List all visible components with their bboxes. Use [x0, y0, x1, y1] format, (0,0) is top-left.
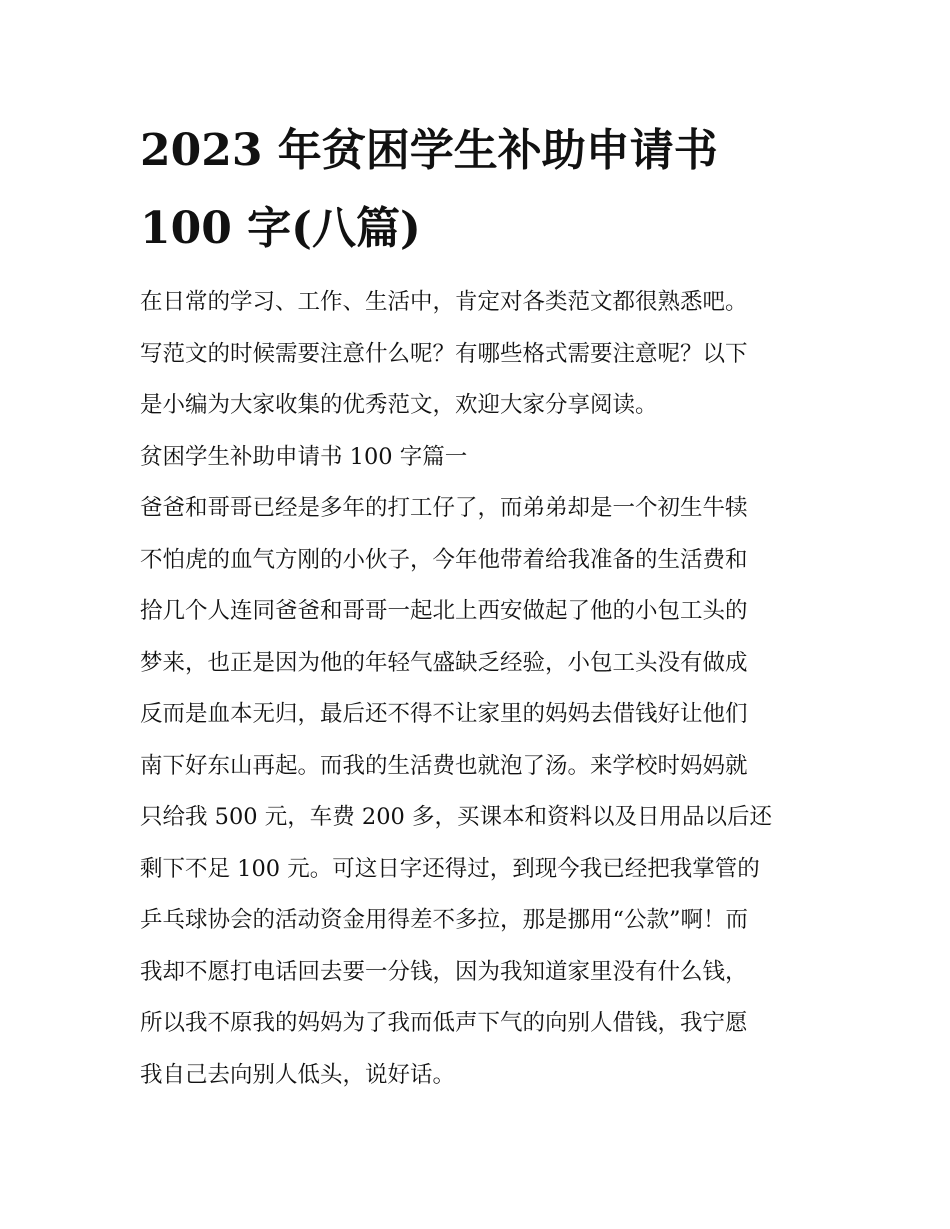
document-body: [140, 277, 820, 1101]
intro-line: 写范文的时候需要注意什么呢？有哪些格式需要注意呢？以下: [140, 340, 748, 367]
body-line: 我自己去向别人低头，说好话。: [140, 1061, 456, 1088]
body-line: 我却不愿打电话回去要一分钱，因为我知道家里没有什么钱，: [140, 958, 748, 985]
body-line: 乒乓球协会的活动资金用得差不多拉，那是挪用“公款”啊！而: [140, 907, 749, 933]
body-line: 爸爸和哥哥已经是多年的打工仔了，而弟弟却是一个初生牛犊: [140, 495, 748, 521]
body-line: 南下好东山再起。而我的生活费也就泡了汤。来学校时妈妈就: [140, 752, 748, 779]
intro-line: 是小编为大家收集的优秀范文，欢迎大家分享阅读。: [140, 392, 658, 418]
title-line-1: 2023 年贫困学生补助申请书: [140, 125, 718, 176]
body-line: 反而是血本无归，最后还不得不让家里的妈妈去借钱好让他们: [140, 701, 748, 727]
body-line: 只给我 500 元，车费 200 多，买课本和资料以及日用品以后还: [140, 804, 773, 830]
body-line: 剩下不足 100 元。可这日字还得过，到现今我已经把我掌管的: [140, 855, 760, 882]
body-line: 梦来，也正是因为他的年轻气盛缺乏经验，小包工头没有做成: [140, 649, 748, 676]
body-line: 拾几个人连同爸爸和哥哥一起北上西安做起了他的小包工头的: [140, 598, 748, 624]
document-title: [140, 112, 820, 268]
title-line-2: 100 字(八篇): [140, 203, 421, 254]
body-line: 不怕虎的血气方刚的小伙子，今年他带着给我准备的生活费和: [140, 546, 748, 573]
section-heading: 贫困学生补助申请书 100 字篇一: [140, 443, 468, 470]
intro-line: 在日常的学习、工作、生活中，肯定对各类范文都很熟悉吧。: [140, 289, 748, 315]
body-line: 所以我不原我的妈妈为了我而低声下气的向别人借钱，我宁愿: [140, 1010, 748, 1036]
